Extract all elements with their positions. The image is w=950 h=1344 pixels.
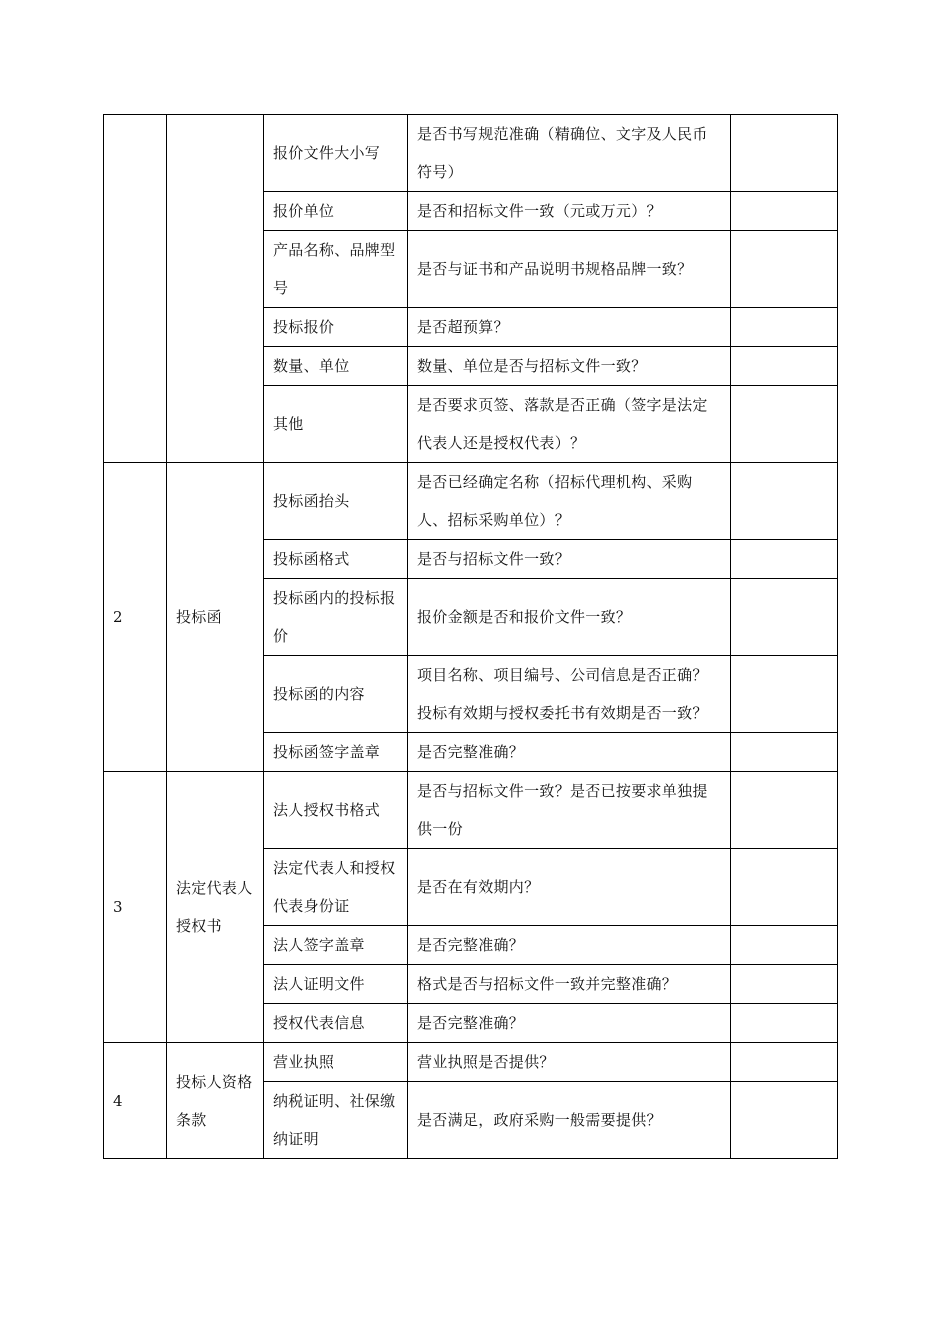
check-criteria: 是否完整准确？ [408,926,731,965]
note-cell [731,849,838,926]
check-criteria: 是否已经确定名称（招标代理机构、采购人、招标采购单位）？ [408,463,731,540]
check-item: 授权代表信息 [264,1004,408,1043]
group-number: 3 [104,772,167,1043]
note-cell [731,386,838,463]
note-cell [731,579,838,656]
check-item: 投标函抬头 [264,463,408,540]
check-item: 法人证明文件 [264,965,408,1004]
check-criteria: 是否完整准确？ [408,733,731,772]
check-criteria: 是否要求页签、落款是否正确（签字是法定代表人还是授权代表）？ [408,386,731,463]
note-cell [731,965,838,1004]
table-body [104,115,838,1159]
note-cell [731,192,838,231]
check-item: 法定代表人和授权代表身份证 [264,849,408,926]
check-item: 产品名称、品牌型号 [264,231,408,308]
note-cell [731,463,838,540]
check-criteria: 格式是否与招标文件一致并完整准确？ [408,965,731,1004]
check-item: 法人签字盖章 [264,926,408,965]
check-item: 数量、单位 [264,347,408,386]
check-item: 营业执照 [264,1043,408,1082]
check-item: 投标函签字盖章 [264,733,408,772]
table-row [104,772,838,849]
check-criteria: 是否在有效期内？ [408,849,731,926]
check-item: 投标函格式 [264,540,408,579]
check-item: 投标函的内容 [264,656,408,733]
check-criteria: 营业执照是否提供？ [408,1043,731,1082]
note-cell [731,926,838,965]
check-criteria: 是否与招标文件一致？是否已按要求单独提供一份 [408,772,731,849]
check-criteria: 是否与证书和产品说明书规格品牌一致？ [408,231,731,308]
group-category: 投标人资格条款 [167,1043,264,1159]
table-row [104,115,838,192]
note-cell [731,1043,838,1082]
check-criteria: 是否满足，政府采购一般需要提供？ [408,1082,731,1159]
note-cell [731,733,838,772]
check-item: 报价文件大小写 [264,115,408,192]
note-cell [731,540,838,579]
group-category: 投标函 [167,463,264,772]
note-cell [731,1004,838,1043]
note-cell [731,772,838,849]
check-item: 投标报价 [264,308,408,347]
note-cell [731,1082,838,1159]
check-item: 报价单位 [264,192,408,231]
note-cell [731,308,838,347]
check-criteria: 是否书写规范准确（精确位、文字及人民币符号） [408,115,731,192]
check-item: 法人授权书格式 [264,772,408,849]
table-row [104,1043,838,1082]
check-item: 纳税证明、社保缴纳证明 [264,1082,408,1159]
check-criteria: 是否和招标文件一致（元或万元）？ [408,192,731,231]
note-cell [731,231,838,308]
check-criteria: 是否与招标文件一致？ [408,540,731,579]
check-criteria: 报价金额是否和报价文件一致？ [408,579,731,656]
check-item: 其他 [264,386,408,463]
group-number: 2 [104,463,167,772]
check-item: 投标函内的投标报价 [264,579,408,656]
table-row [104,463,838,540]
group-number [104,115,167,463]
check-criteria: 是否完整准确？ [408,1004,731,1043]
note-cell [731,115,838,192]
note-cell [731,347,838,386]
check-criteria: 项目名称、项目编号、公司信息是否正确？投标有效期与授权委托书有效期是否一致？ [408,656,731,733]
review-checklist-table [103,114,838,1159]
check-criteria: 是否超预算？ [408,308,731,347]
group-category: 法定代表人授权书 [167,772,264,1043]
group-category [167,115,264,463]
group-number: 4 [104,1043,167,1159]
check-criteria: 数量、单位是否与招标文件一致？ [408,347,731,386]
note-cell [731,656,838,733]
